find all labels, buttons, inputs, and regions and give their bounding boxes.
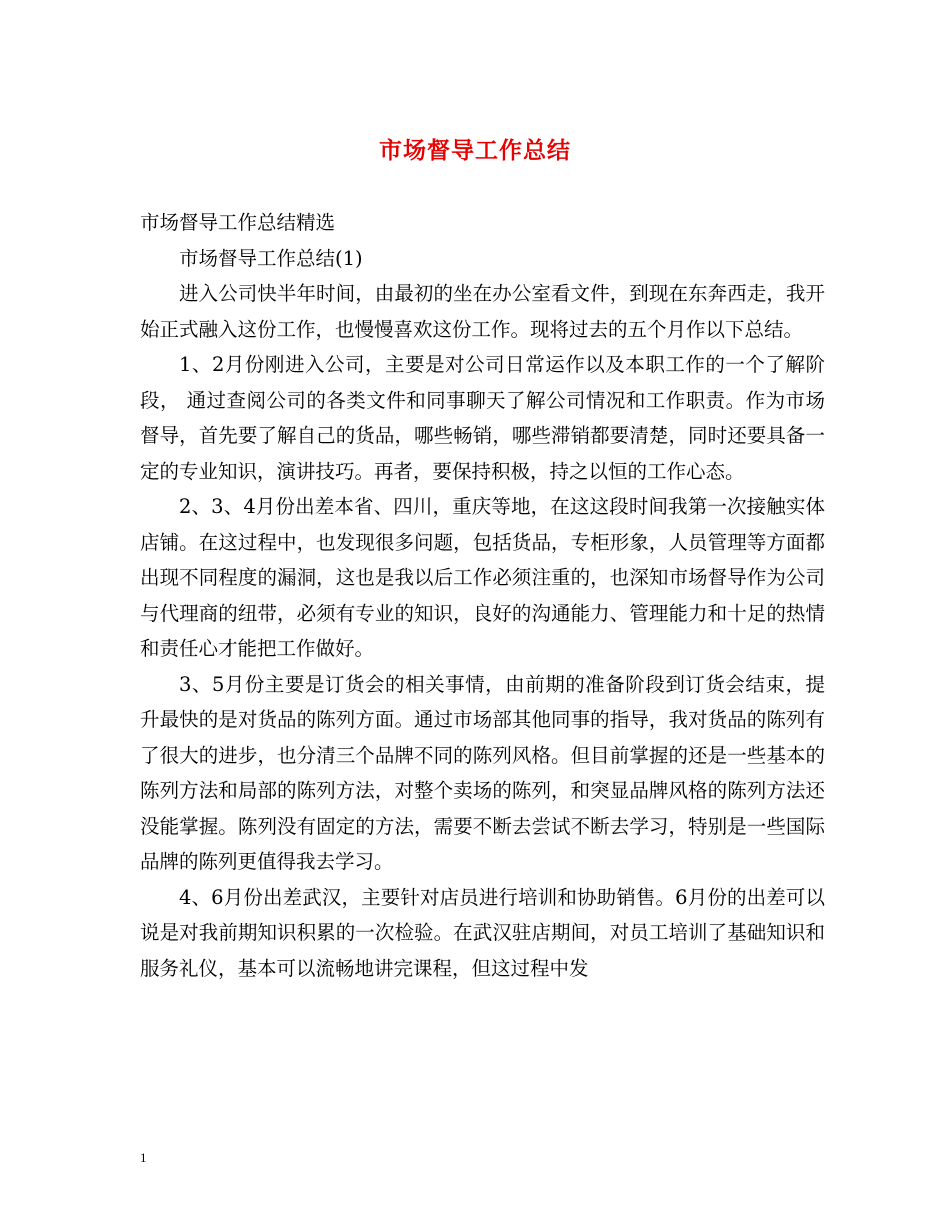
paragraph-item-4: 4、6月份出差武汉，主要针对店员进行培训和协助销售。6月份的出差可以说是对我前期知识积累的一次检验。在武汉驻店期间，对员工培训了基础知识和服务礼仪，基本可以流畅地讲完课程，但这过程中发 [140, 885, 825, 980]
paragraph-section-heading: 市场督导工作总结(1) [179, 246, 363, 270]
paragraph-item-1: 1、2月份刚进入公司，主要是对公司日常运作以及本职工作的一个了解阶段， 通过查阅公司的各类文件和同事聊天了解公司情况和工作职责。作为市场督导，首先要了解自己的货品，哪些畅销，哪些滞销都要清楚，同时还要具备一定的专业知识，演讲技巧。再者，要保持积极，持之以恒的工作心态。 [140, 353, 825, 483]
paragraph-item-3: 3、5月份主要是订货会的相关事情，由前期的准备阶段到订货会结束，提升最快的是对货品的陈列方面。通过市场部其他同事的指导，我对货品的陈列有了很大的进步，也分清三个品牌不同的陈列风格。但目前掌握的还是一些基本的陈列方法和局部的陈列方法，对整个卖场的陈列，和突显品牌风格的陈列方法还没能掌握。陈列没有固定的方法，需要不断去尝试不断去学习，特别是一些国际品牌的陈列更值得我去学习。 [140, 672, 825, 873]
document-body [140, 205, 825, 986]
paragraph-subtitle: 市场督导工作总结精选 [140, 211, 336, 234]
document-title: 市场督导工作总结 [379, 137, 571, 164]
paragraph-intro: 进入公司快半年时间，由最初的坐在办公室看文件，到现在东奔西走，我开始正式融入这份工作，也慢慢喜欢这份工作。现将过去的五个月作以下总结。 [140, 282, 825, 341]
page-number: 1 [140, 1150, 147, 1165]
paragraph-item-2: 2、3、4月份出差本省、四川，重庆等地，在这这段时间我第一次接触实体店铺。在这过程中，也发现很多问题，包括货品，专柜形象，人员管理等方面都出现不同程度的漏洞，这也是我以后工作必须注重的，也深知市场督导作为公司与代理商的纽带，必须有专业的知识，良好的沟通能力、管理能力和十足的热情和责任心才能把工作做好。 [140, 495, 825, 660]
